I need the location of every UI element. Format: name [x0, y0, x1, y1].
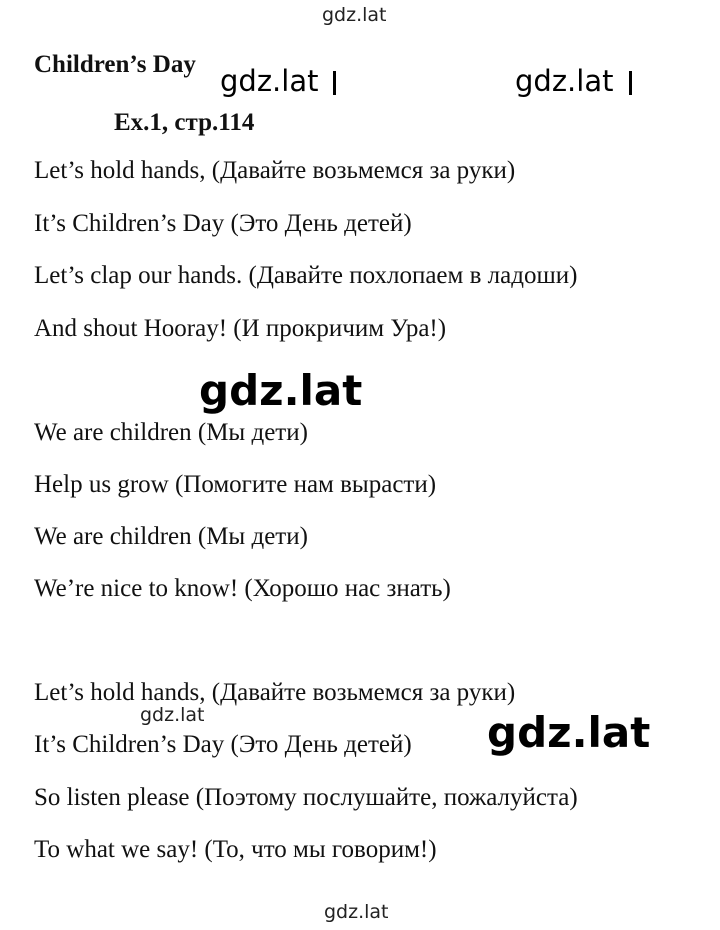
- poem-line: So listen please (Поэтому послушайте, пожалуйста): [34, 784, 578, 811]
- poem-line: Help us grow (Помогите нам вырасти): [34, 471, 437, 498]
- poem-line: It’s Children’s Day (Это День детей): [34, 210, 412, 237]
- watermark-bottom: gdz.lat: [324, 901, 389, 923]
- poem-line: Let’s hold hands, (Давайте возьмемся за руки): [34, 679, 516, 706]
- poem-line: Let’s hold hands, (Давайте возьмемся за руки): [34, 157, 516, 184]
- watermark-header-right: gdz.lat: [515, 64, 614, 98]
- watermark-cursor-right: [629, 71, 632, 95]
- poem-line: We are children (Мы дети): [34, 419, 308, 446]
- watermark-top: gdz.lat: [322, 4, 387, 26]
- poem-line: We are children (Мы дети): [34, 523, 308, 550]
- watermark-lower-small: gdz.lat: [140, 704, 205, 726]
- exercise-reference: Ex.1, стр.114: [114, 109, 255, 136]
- poem-line: It’s Children’s Day (Это День детей): [34, 731, 412, 758]
- watermark-middle: gdz.lat: [199, 366, 363, 415]
- poem-line: And shout Hooray! (И прокричим Ура!): [34, 315, 447, 342]
- page-title: Children’s Day: [34, 51, 196, 78]
- watermark-cursor-left: [333, 71, 336, 95]
- poem-line: To what we say! (То, что мы говорим!): [34, 836, 437, 863]
- watermark-lower-large: gdz.lat: [487, 708, 651, 757]
- poem-line: We’re nice to know! (Хорошо нас знать): [34, 575, 451, 602]
- watermark-header-left: gdz.lat: [220, 64, 319, 98]
- poem-line: Let’s clap our hands. (Давайте похлопаем в ладоши): [34, 262, 578, 289]
